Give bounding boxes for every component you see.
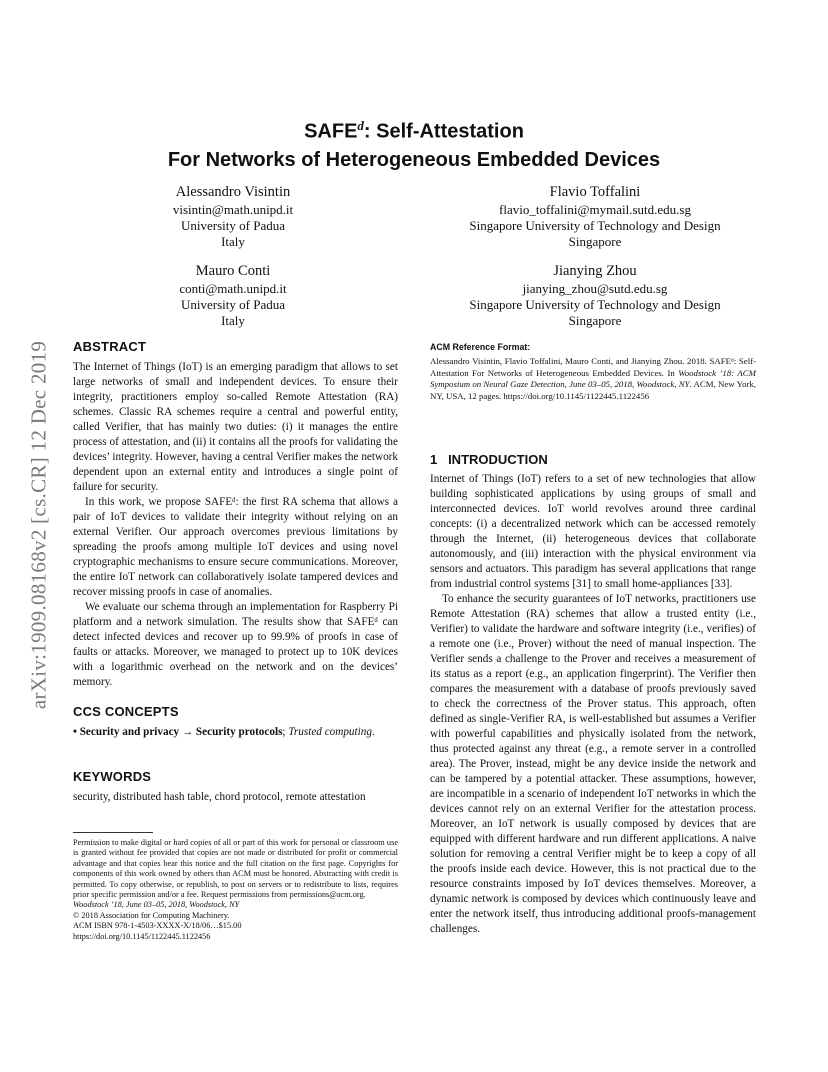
author-affiliation: University of Padua	[181, 297, 285, 312]
ccs-heading: CCS CONCEPTS	[73, 704, 179, 719]
footnote	[73, 838, 398, 942]
introduction-heading: 1 INTRODUCTION	[430, 452, 548, 467]
introduction-paragraph: To enhance the security guarantees of IoT networks, practitioners use Remote Attestation (RA) schemes that allow a trusted entity (i.e., Verifier) to validate the hardware and software integrity (i.e., verifies) of a remote one (i.e., Prover) without the need of manual inspection. The Verifier sends a challenge to the Prover and receives a measurement of its status as a report (e.g., an application fingerprint). The Verifier then compares the measurement with a database of proofs previously saved to check the correctness of the Prover status. This approach, often defined as single-Verifier RA, is well-established but assumes a Verifier with powerful capabilities and physically isolated from the network, thus protected against any threat (e.g., a remote server in a controlled area). The Prover, instead, might be any device inside the network and can be tampered by a potential attacker. These assumptions, however, are incompatible in a scenario of independent IoT networks in which the devices cannot rely on an external Verifier for the attestation process. Moreover, an IoT network is usually composed by devices that are equipped with different hardware and run different applications. A naive solution for removing a central Verifier might be to keep a copy of all the proofs inside each device. However, this is not practical due to the resource constraints imposed by IoT devices themselves. Moreover, a dynamic network is composed by devices which continuously leave and enter the network itself, thus introducing additional proofs-management challenges.	[430, 593, 756, 935]
author-block	[118, 183, 348, 250]
introduction-paragraph: Internet of Things (IoT) refers to a set of new technologies that allow building sophisticated applications by using groups of small and interconnected devices. IoT world revolves around three cardinal concepts: (i) a decentralized network which can be accessed remotely through the Internet, (ii) heterogeneous devices that collaborate autonomously, and (iii) interaction with the physical environment via sensors and actuators. This paradigm has several applications that range from industrial control systems [31] to small home-appliances [33].	[430, 473, 756, 590]
footnote-rule	[73, 832, 153, 833]
abstract-paragraph: The Internet of Things (IoT) is an emerging paradigm that allows to set large networks of small and independent devices. To ensure their integrity, practitioners employ so-called Remote Attestation (RA) schemes. Classic RA schemes require a central and powerful entity, called Verifier, that has mainly two duties: (i) it manages the entire process of attestation, and (ii) it contains all the proofs for validating the devices’ integrity. However, having a central Verifier makes the network dependent upon an external entity and introduces a single point of failure for security.	[73, 361, 398, 493]
abstract-paragraph: In this work, we propose SAFEᵈ: the first RA schema that allows a pair of IoT devices to validate their integrity without relying on an external Verifier. Our approach overcomes previous limitations by spreading the proofs among multiple IoT devices and using novel cryptographic mechanisms to ensure secure communications. Moreover, the entire IoT network can collaboratively isolate tampered devices and recover missing proofs in case of anomalies.	[73, 496, 398, 598]
author-name: Jianying Zhou	[553, 263, 637, 279]
doi-text: https://doi.org/10.1145/1122445.1122456	[73, 931, 211, 941]
isbn-text: ACM ISBN 978-1-4503-XXXX-X/18/06…$15.00	[73, 921, 242, 931]
keywords-heading: KEYWORDS	[73, 769, 152, 784]
author-affiliation: Singapore University of Technology and Design	[469, 218, 721, 233]
author-block	[435, 183, 755, 250]
author-affiliation: Singapore University of Technology and Design	[469, 297, 721, 312]
introduction-section	[430, 452, 756, 937]
abstract-heading: ABSTRACT	[73, 339, 147, 354]
author-name: Flavio Toffalini	[549, 184, 641, 200]
arxiv-sidebar	[24, 285, 54, 765]
author-email: flavio_toffalini@mymail.sutd.edu.sg	[499, 202, 691, 217]
keywords-section	[73, 769, 398, 805]
ccs-section	[73, 704, 398, 740]
permission-text: Permission to make digital or hard copies of all or part of this work for personal or classroom use is granted without fee provided that copies are not made or distributed for profit or commercial advantage and that copies bear this notice and the full citation on the first page. Copyrights for components of this work owned by others than ACM must be honored. Abstracting with credit is permitted. To copy otherwise, or republish, to post on servers or to redistribute to lists, requires prior specific permission and/or a fee. Request permissions from permissions@acm.org.	[73, 838, 398, 900]
paper-title	[0, 112, 828, 174]
author-email: conti@math.unipd.it	[179, 281, 287, 296]
acm-reference-authors: Alessandro Visintin, Flavio Toffalini, Mauro Conti, and Jianying Zhou. 2018. SAFEᵈ: Self-Attestation For Networks of Heterogeneous Embedded Devices. In	[430, 356, 756, 378]
arxiv-identifier: arXiv:1909.08168v2 [cs.CR] 12 Dec 2019	[26, 340, 51, 710]
author-country: Italy	[221, 234, 245, 249]
acm-reference-text	[430, 356, 756, 402]
author-email: visintin@math.unipd.it	[172, 202, 294, 217]
title-line-1	[0, 112, 828, 146]
acm-reference-venue: Woodstock ’18: ACM Symposium on Neural Gaze Detection, June 03–05, 2018, Woodstock, NY	[430, 367, 756, 390]
ccs-concepts	[73, 725, 398, 740]
author-name: Mauro Conti	[195, 263, 271, 279]
ccs-italic: Trusted computing	[288, 726, 372, 738]
author-affiliation: University of Padua	[181, 218, 285, 233]
author-country: Singapore	[568, 313, 622, 328]
title-line-2: For Networks of Heterogeneous Embedded Devices	[167, 148, 661, 171]
ccs-separator: ;	[282, 726, 289, 738]
ccs-bold: • Security and privacy → Security protocols	[73, 726, 283, 738]
author-email: jianying_zhou@sutd.edu.sg	[522, 281, 668, 296]
acm-reference-label: ACM Reference Format:	[430, 342, 531, 352]
keywords-text: security, distributed hash table, chord protocol, remote attestation	[73, 791, 366, 803]
author-name: Alessandro Visintin	[175, 184, 291, 200]
venue-text: Woodstock ’18, June 03–05, 2018, Woodstock, NY	[73, 900, 240, 910]
title-subtitle: : Self-Attestation	[363, 120, 524, 143]
title-superscript: d	[357, 118, 364, 133]
title-safe: SAFE	[304, 120, 358, 143]
author-block	[435, 262, 755, 329]
author-country: Italy	[221, 313, 245, 328]
author-country: Singapore	[568, 234, 622, 249]
ccs-end: .	[371, 726, 375, 738]
abstract-paragraph: We evaluate our schema through an implementation for Raspberry Pi platform and a network simulation. The results show that SAFEᵈ can detect infected devices and recover up to 99.9% of proofs in case of faults or attacks. Moreover, we managed to protect up to 10K devices with a logarithmic overhead on the network and on the devices’ memory.	[73, 601, 398, 688]
acm-reference-tail: . ACM, New York, NY, USA, 12 pages. https://doi.org/10.1145/1122445.1122456	[430, 379, 756, 401]
abstract-section	[73, 339, 398, 690]
acm-reference	[430, 342, 756, 402]
author-block	[118, 262, 348, 329]
copyright-text: © 2018 Association for Computing Machinery.	[73, 910, 230, 920]
